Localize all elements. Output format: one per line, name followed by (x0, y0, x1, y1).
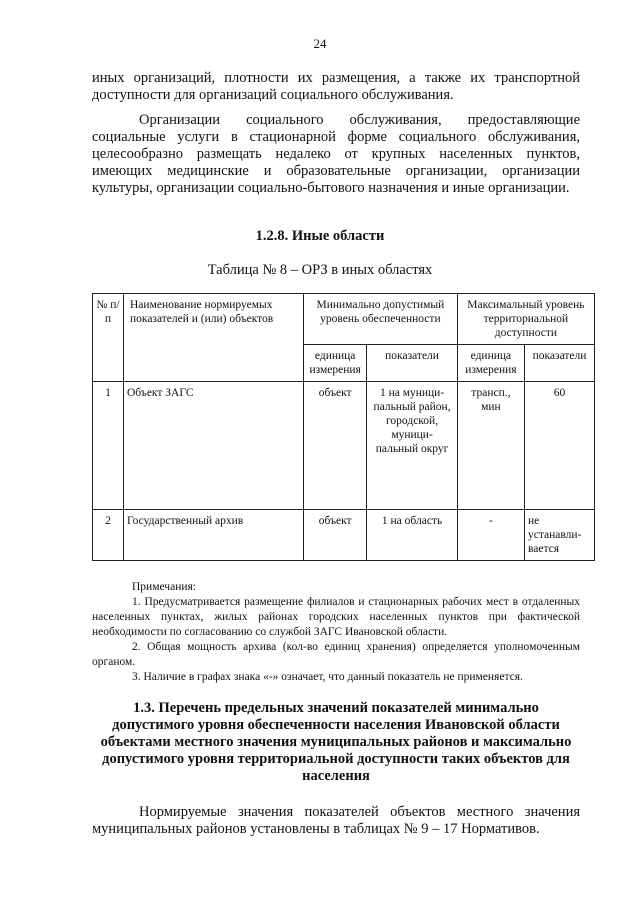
row-unit-1: объект (304, 382, 367, 510)
row-value-1: 1 на муници-пальный район, городской, муници-пальный округ (367, 382, 457, 510)
row-num: 1 (93, 382, 124, 510)
header-name: Наименование нормируемых показателей и (или) объектов (124, 294, 304, 382)
header-unit-2: единица измерения (457, 345, 524, 382)
note-item: 1. Предусматривается размещение филиалов и стационарных рабочих мест в отдаленных населенных пунктах, жилых районах городских населенных пунктов при фактической необходимости по согласованию со службой ЗАГС Ивановской области. (92, 596, 580, 638)
table-header-row (93, 294, 595, 345)
paragraph-normative-values: Нормируемые значения показателей объектов местного значения муниципальных районов установлены в таблицах № 9 – 17 Нормативов. (92, 804, 580, 837)
page-number: 24 (313, 36, 327, 51)
header-num: № п/п (93, 294, 124, 382)
orz-table (92, 293, 595, 561)
section-heading-1-3: 1.3. Перечень предельных значений показателей минимально допустимого уровня обеспеченности населения Ивановской области объектами местного значения муниципальных районов и максимально допустимого уровня территориальной доступности таких объектов для населения (100, 700, 572, 784)
header-unit-1: единица измерения (304, 345, 367, 382)
section-title: 1.2.8. Иные области (255, 228, 385, 244)
header-max-level: Максимальный уровень территориальной доступности (457, 294, 594, 345)
row-value-2: не устанавли-вается (525, 510, 595, 561)
row-num: 2 (93, 510, 124, 561)
row-value-2: 60 (525, 382, 595, 510)
row-name: Объект ЗАГС (124, 382, 304, 510)
notes-title: Примечания: (132, 581, 196, 593)
row-unit-2: трансп., мин (457, 382, 524, 510)
header-value-2: показатели (525, 345, 595, 382)
paragraph-intro: иных организаций, плотности их размещения, а также их транспортной доступности для организаций социального обслуживания. (92, 70, 580, 103)
header-min-level: Минимально допустимый уровень обеспеченности (304, 294, 458, 345)
table-caption: Таблица № 8 – ОРЗ в иных областях (207, 262, 433, 278)
note-item: 2. Общая мощность архива (кол-во единиц хранения) определяется уполномоченным органом. (92, 641, 580, 668)
row-value-1: 1 на область (367, 510, 457, 561)
row-unit-1: объект (304, 510, 367, 561)
row-unit-2: - (457, 510, 524, 561)
row-name: Государственный архив (124, 510, 304, 561)
paragraph-social-organizations: Организации социального обслуживания, предоставляющие социальные услуги в стационарной форме социального обслуживания, целесообразно размещать недалеко от крупных населенных пунктов, имеющих медицинские и образовательные организации, организации культуры, организации социально-бытового назначения и иные организации. (92, 112, 580, 196)
note-item: 3. Наличие в графах знака «-» означает, что данный показатель не применяется. (132, 671, 523, 683)
table-row (93, 510, 595, 561)
notes (92, 580, 580, 685)
header-value-1: показатели (367, 345, 457, 382)
table-row (93, 382, 595, 510)
